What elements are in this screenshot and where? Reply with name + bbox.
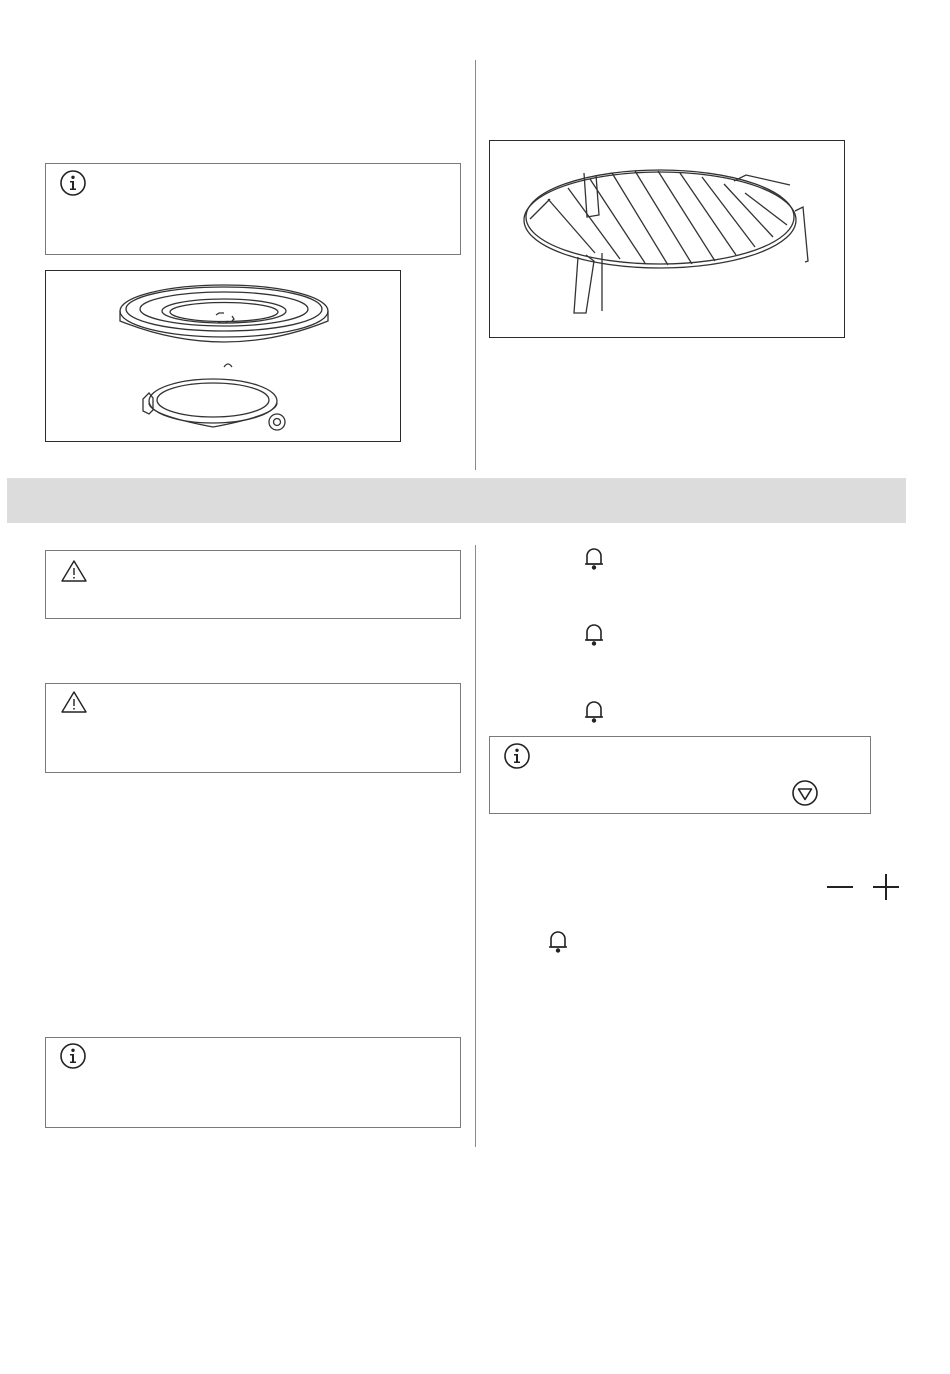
info-icon — [59, 1042, 87, 1070]
column-divider-bottom — [475, 545, 476, 1147]
column-divider-top — [475, 60, 476, 470]
bell-icon — [582, 698, 606, 724]
grill-rack-illustration — [489, 140, 845, 338]
down-triangle-circle-icon — [791, 779, 819, 807]
warning-box-1 — [45, 550, 461, 619]
minus-icon — [825, 875, 855, 899]
bell-icon — [582, 545, 606, 571]
section-header-band — [7, 478, 906, 523]
bell-icon — [582, 621, 606, 647]
plus-icon — [872, 873, 900, 901]
warning-icon — [60, 690, 88, 714]
info-note-box-3 — [489, 736, 871, 814]
info-note-box-1 — [45, 163, 461, 255]
info-icon — [59, 169, 87, 197]
warning-box-2 — [45, 683, 461, 773]
info-icon — [503, 742, 531, 770]
warning-icon — [60, 559, 88, 583]
bell-icon — [546, 928, 570, 954]
turntable-illustration — [45, 270, 401, 442]
info-note-box-2 — [45, 1037, 461, 1128]
